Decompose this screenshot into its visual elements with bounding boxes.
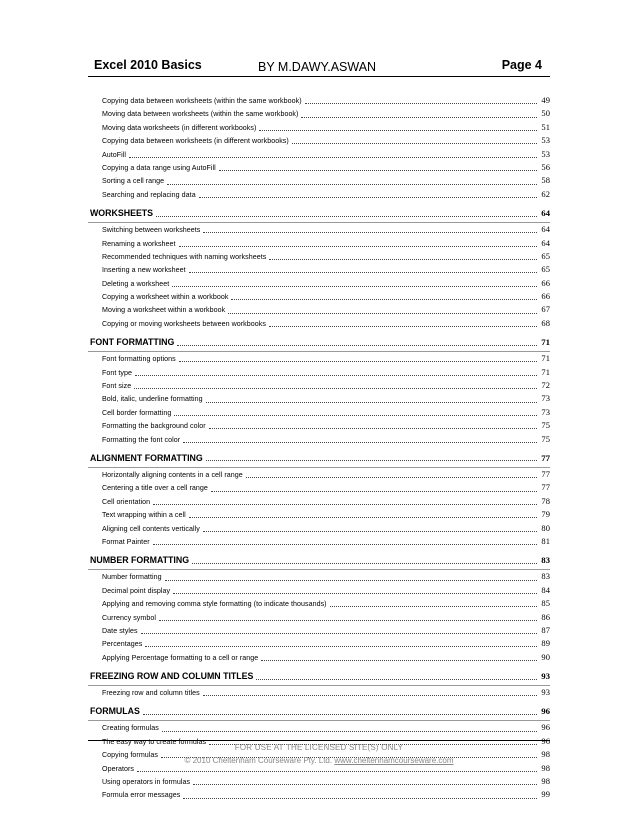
toc-label: Creating formulas [102,724,159,733]
toc-page-number: 81 [541,535,550,546]
toc-page-number: 77 [541,482,550,493]
toc-leader-dots [179,361,538,362]
toc-label: AutoFill [102,150,127,159]
toc-entry[interactable] [88,468,550,481]
toc-entry[interactable] [88,148,550,161]
toc-label: Format Painter [102,537,150,546]
toc-leader-dots [206,460,537,461]
toc-leader-dots [256,679,537,680]
footer-license: FOR USE AT THE LICENSED SITE(S) ONLY [234,743,404,752]
toc-page-number: 53 [541,135,550,146]
toc-page-number: 53 [541,148,550,159]
toc-leader-dots [199,197,538,198]
footer-copyright [0,756,638,765]
toc-page-number: 71 [541,353,550,364]
toc-leader-dots [183,798,537,799]
toc-label: Cell border formatting [102,408,172,417]
toc-page-number: 93 [541,687,550,698]
toc-label: FONT FORMATTING [90,337,175,348]
toc-entry[interactable] [88,686,550,699]
toc-entry[interactable] [88,570,550,583]
toc-label: Applying Percentage formatting to a cell or range [102,653,259,662]
toc-page-number: 73 [541,406,550,417]
toc-label: Moving data between worksheets (within the same workbook) [102,110,299,119]
toc-label: NUMBER FORMATTING [90,555,190,566]
toc-entry[interactable] [88,788,550,801]
toc-page-number: 77 [541,468,550,479]
toc-section-heading[interactable] [88,667,550,686]
toc-page-number: 85 [541,598,550,609]
toc-section-heading[interactable] [88,333,550,352]
toc-page-number: 77 [541,452,550,463]
toc-page-number: 96 [541,706,550,717]
toc-leader-dots [162,731,538,732]
toc-leader-dots [165,580,538,581]
toc-entry[interactable] [88,379,550,392]
toc-page-number: 84 [541,584,550,595]
toc-leader-dots [305,103,538,104]
toc-page-number: 56 [541,161,550,172]
toc-page-number: 71 [541,366,550,377]
toc-page-number: 98 [541,762,550,773]
toc-entry[interactable] [88,107,550,120]
toc-page-number: 83 [541,555,550,566]
toc-leader-dots [193,784,537,785]
toc-entry[interactable] [88,584,550,597]
toc-label: FORMULAS [90,706,140,717]
toc-entry[interactable] [88,352,550,365]
toc-leader-dots [156,216,537,217]
toc-page-number: 93 [541,671,550,682]
toc-entry[interactable] [88,290,550,303]
toc-label: Formatting the font color [102,435,181,444]
toc-leader-dots [134,388,537,389]
toc-leader-dots [183,442,537,443]
toc-leader-dots [189,272,538,273]
toc-leader-dots [206,402,538,403]
toc-entry[interactable] [88,303,550,316]
toc-label: Currency symbol [102,613,156,622]
toc-leader-dots [177,345,537,346]
toc-leader-dots [261,660,537,661]
toc-entry[interactable] [88,775,550,788]
toc-entry[interactable] [88,624,550,637]
toc-entry[interactable] [88,481,550,494]
toc-label: Centering a title over a cell range [102,484,208,493]
toc-page-number: 65 [541,250,550,261]
toc-leader-dots [203,232,537,233]
toc-label: Bold, italic, underline formatting [102,395,203,404]
toc-label: Text wrapping within a cell [102,511,186,520]
toc-leader-dots [269,326,537,327]
toc-page-number: 83 [541,571,550,582]
toc-page-number: 51 [541,121,550,132]
toc-leader-dots [231,299,537,300]
toc-label: Cell orientation [102,497,151,506]
toc-label: Searching and replacing data [102,190,196,199]
toc-entry[interactable] [88,366,550,379]
toc-leader-dots [189,517,538,518]
toc-section-heading[interactable] [88,551,550,570]
toc-label: Decimal point display [102,586,171,595]
toc-page-number: 65 [541,264,550,275]
toc-leader-dots [211,491,538,492]
toc-entry[interactable] [88,161,550,174]
toc-label: Formatting the background color [102,422,206,431]
page-number: Page 4 [501,58,542,72]
toc-leader-dots [172,286,537,287]
toc-label: WORKSHEETS [90,208,154,219]
toc-leader-dots [192,563,537,564]
toc-label: Operators [102,764,134,773]
footer-website-link[interactable]: www.cheltenhamcourseware.com [334,756,454,765]
toc-entry[interactable] [88,433,550,446]
toc-leader-dots [135,375,537,376]
toc-entry[interactable] [88,317,550,330]
toc-label: Copying formulas [102,751,158,760]
toc-entry[interactable] [88,94,550,107]
toc-section-heading[interactable] [88,702,550,721]
toc-entry[interactable] [88,134,550,147]
toc-page-number: 66 [541,291,550,302]
toc-label: Number formatting [102,573,162,582]
toc-label: FREEZING ROW AND COLUMN TITLES [90,671,254,682]
toc-label: Using operators in formulas [102,778,191,787]
toc-entry[interactable] [88,121,550,134]
toc-page-number: 58 [541,175,550,186]
toc-page-number: 90 [541,651,550,662]
toc-leader-dots [167,184,537,185]
toc-label: Inserting a new worksheet [102,266,186,275]
toc-label: Deleting a worksheet [102,279,170,288]
toc-leader-dots [219,170,538,171]
toc-leader-dots [209,428,538,429]
toc-page-number: 68 [541,317,550,328]
page-header [88,56,550,78]
toc-leader-dots [145,646,537,647]
toc-page-number: 78 [541,495,550,506]
toc-page-number: 96 [541,722,550,733]
toc-leader-dots [330,606,538,607]
document-author: BY M.DAWY.ASWAN [258,60,377,74]
toc-entry[interactable] [88,637,550,650]
toc-label: Font formatting options [102,355,176,364]
toc-leader-dots [246,477,538,478]
toc-entry[interactable] [88,597,550,610]
footer-copyright-text: © 2010 Cheltenham Courseware Pty. Ltd. [184,756,333,765]
toc-page-number: 98 [541,749,550,760]
toc-label: The easy way to create formulas [102,737,207,746]
toc-page-number: 72 [541,380,550,391]
toc-page-number: 98 [541,776,550,787]
toc-entry[interactable] [88,535,550,548]
toc-section-heading[interactable] [88,204,550,223]
toc-page-number: 86 [541,611,550,622]
toc-label: Font type [102,368,133,377]
toc-label: Horizontally aligning contents in a cell range [102,470,243,479]
toc-entry[interactable] [88,174,550,187]
toc-label: Sorting a cell range [102,177,165,186]
toc-section-heading[interactable] [88,449,550,468]
toc-page-number: 62 [541,188,550,199]
toc-entry[interactable] [88,522,550,535]
toc-leader-dots [129,157,537,158]
toc-label: Copying data between worksheets (within the same workbook) [102,97,302,105]
toc-leader-dots [137,771,537,772]
footer-rule [88,740,550,741]
toc-label: Aligning cell contents vertically [102,524,200,533]
toc-leader-dots [259,130,537,131]
toc-leader-dots [153,544,538,545]
toc-label: Copying a worksheet within a workbook [102,293,229,302]
toc-label: Percentages [102,640,143,649]
toc-page-number: 89 [541,638,550,649]
toc-label: Font size [102,382,132,391]
toc-label: Moving a worksheet within a workbook [102,306,226,315]
toc-leader-dots [292,143,538,144]
toc-page-number: 75 [541,420,550,431]
toc-page-number: 67 [541,304,550,315]
toc-page-number: 80 [541,522,550,533]
toc-entry[interactable] [88,495,550,508]
toc-leader-dots [143,714,537,715]
toc-leader-dots [228,313,537,314]
toc-entry[interactable] [88,392,550,405]
toc-label: Formula error messages [102,791,181,800]
toc-page-number: 79 [541,509,550,520]
toc-entry[interactable] [88,508,550,521]
toc-page-number: 49 [541,95,550,105]
toc-label: Switching between worksheets [102,226,201,235]
toc-leader-dots [153,504,537,505]
toc-leader-dots [173,593,537,594]
table-of-contents [88,94,550,802]
toc-entry[interactable] [88,250,550,263]
toc-leader-dots [174,415,537,416]
toc-entry[interactable] [88,188,550,201]
toc-page-number: 99 [541,789,550,800]
toc-page-number: 64 [541,224,550,235]
toc-entry[interactable] [88,237,550,250]
toc-label: Recommended techniques with naming worksheets [102,252,267,261]
toc-page-number: 75 [541,433,550,444]
toc-page-number: 66 [541,277,550,288]
toc-page-number: 64 [541,237,550,248]
toc-page-number: 64 [541,208,550,219]
toc-entry[interactable] [88,406,550,419]
toc-leader-dots [301,117,537,118]
toc-label: Moving data worksheets (in different workbooks) [102,123,257,132]
toc-entry[interactable] [88,277,550,290]
toc-label: Copying or moving worksheets between workbooks [102,319,266,328]
toc-leader-dots [269,259,537,260]
toc-leader-dots [203,531,538,532]
toc-entry[interactable] [88,611,550,624]
toc-label: Renaming a worksheet [102,239,176,248]
toc-label: Copying data between worksheets (in different workbooks) [102,137,289,146]
toc-entry[interactable] [88,651,550,664]
document-title: Excel 2010 Basics [94,58,202,72]
toc-label: Copying a data range using AutoFill [102,163,216,172]
toc-label: Freezing row and column titles [102,689,200,698]
toc-leader-dots [159,620,537,621]
toc-entry[interactable] [88,721,550,734]
toc-page-number: 87 [541,624,550,635]
toc-page-number: 73 [541,393,550,404]
toc-entry[interactable] [88,223,550,236]
toc-entry[interactable] [88,419,550,432]
toc-leader-dots [203,695,538,696]
toc-entry[interactable] [88,263,550,276]
toc-leader-dots [141,633,538,634]
toc-page-number: 96 [541,735,550,746]
header-rule [88,76,550,77]
toc-label: Date styles [102,626,138,635]
toc-label: ALIGNMENT FORMATTING [90,452,203,463]
toc-page-number: 71 [541,337,550,348]
toc-leader-dots [179,246,538,247]
toc-page-number: 50 [541,108,550,119]
toc-label: Applying and removing comma style formatting (to indicate thousands) [102,600,327,609]
